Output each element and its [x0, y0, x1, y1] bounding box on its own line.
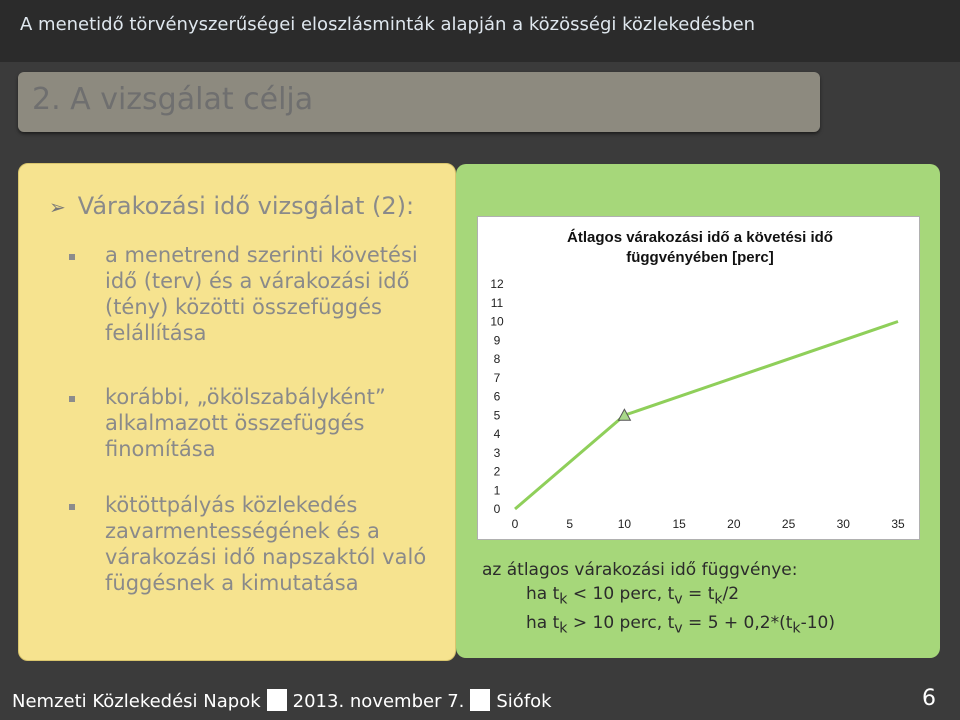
formula-subscript: v: [674, 620, 683, 637]
y-tick-label: 6: [493, 389, 501, 404]
y-tick-label: 12: [490, 277, 504, 291]
y-tick-label: 9: [493, 333, 501, 348]
x-tick-label: 0: [511, 517, 519, 531]
footer-event: Nemzeti Közlekedési Napok: [12, 691, 261, 712]
footer-place: Siófok: [496, 691, 552, 712]
x-tick-label: 10: [617, 517, 632, 531]
bullet-3-line: kötöttpályás közlekedés: [105, 493, 358, 517]
y-tick-label: 0: [493, 502, 501, 516]
y-tick-label: 5: [493, 408, 501, 423]
y-tick-label: 4: [493, 427, 501, 441]
x-tick-label: 15: [672, 517, 686, 531]
bullet-1-line: felállítása: [105, 321, 207, 345]
bullet-3-line: várakozási idő napszaktól való: [105, 545, 427, 569]
y-tick-label: 2: [493, 464, 501, 479]
y-tick-label: 7: [493, 370, 501, 385]
formula-text: -10): [800, 613, 836, 634]
y-tick-label: 11: [490, 295, 504, 310]
x-tick-label: 30: [836, 517, 850, 531]
formula-text: < 10 perc, t: [567, 584, 675, 604]
formula-text: > 10 perc, t: [567, 613, 675, 634]
formula-text: = t: [682, 584, 715, 604]
formula-case-2: [482, 611, 835, 640]
bullet-3-line: zavarmentességének és a: [105, 519, 380, 543]
y-tick-label: 1: [493, 483, 501, 498]
y-tick-label: 8: [493, 352, 501, 366]
formula-subscript: k: [559, 620, 568, 637]
presentation-title: A menetidő törvényszerűségei eloszlásminták alapján a közösségi közlekedésben: [20, 14, 756, 35]
bullet-2-line: alkalmazott összefüggés: [105, 411, 365, 435]
y-tick-label: 3: [493, 445, 501, 460]
section-heading-text: Várakozási idő vizsgálat (2):: [77, 192, 415, 220]
x-tick-label: 35: [891, 517, 905, 531]
footer-bar: [0, 684, 960, 720]
bullet-1-line: idő (terv) és a várakozási idő: [105, 269, 410, 293]
footer-text: [12, 689, 552, 712]
bullet-2-line: finomítása: [105, 437, 216, 461]
formula-subscript: k: [559, 591, 568, 608]
formula-intro: az átlagos várakozási idő függvénye:: [482, 560, 798, 580]
chart-title: Átlagos várakozási idő a követési idő: [567, 229, 833, 246]
formula-subscript: k: [792, 620, 801, 637]
series-line: [515, 322, 898, 510]
formula-text: = 5 + 0,2*(t: [682, 613, 793, 634]
x-tick-label: 20: [727, 517, 741, 531]
formula-text: ha t: [526, 584, 560, 604]
bullet-1-line: a menetrend szerinti követési: [105, 243, 418, 267]
formula-case-1: [482, 582, 835, 611]
bullet-2-line: korábbi, „ökölszabályként”: [105, 385, 386, 409]
separator-square-icon: [267, 689, 287, 711]
formula-block: [482, 558, 835, 641]
y-tick-label: 10: [490, 314, 504, 329]
formula-text: /2: [722, 584, 740, 604]
x-tick-label: 5: [566, 517, 574, 531]
bullet-1-line: (tény) közötti összefüggés: [105, 295, 382, 319]
formula-text: ha t: [526, 613, 560, 634]
bullet-3-line: függésnek a kimutatása: [105, 571, 359, 595]
x-tick-label: 25: [781, 517, 796, 531]
separator-square-icon: [470, 689, 490, 711]
page-number: 6: [922, 686, 936, 711]
slide-title: 2. A vizsgálat célja: [32, 82, 314, 117]
formula-subscript: v: [674, 591, 683, 608]
footer-date: 2013. november 7.: [292, 691, 465, 712]
formula-subscript: k: [714, 591, 723, 608]
chart-title: függvényében [perc]: [626, 249, 774, 266]
arrow-bullet-icon: ➢: [49, 195, 66, 219]
